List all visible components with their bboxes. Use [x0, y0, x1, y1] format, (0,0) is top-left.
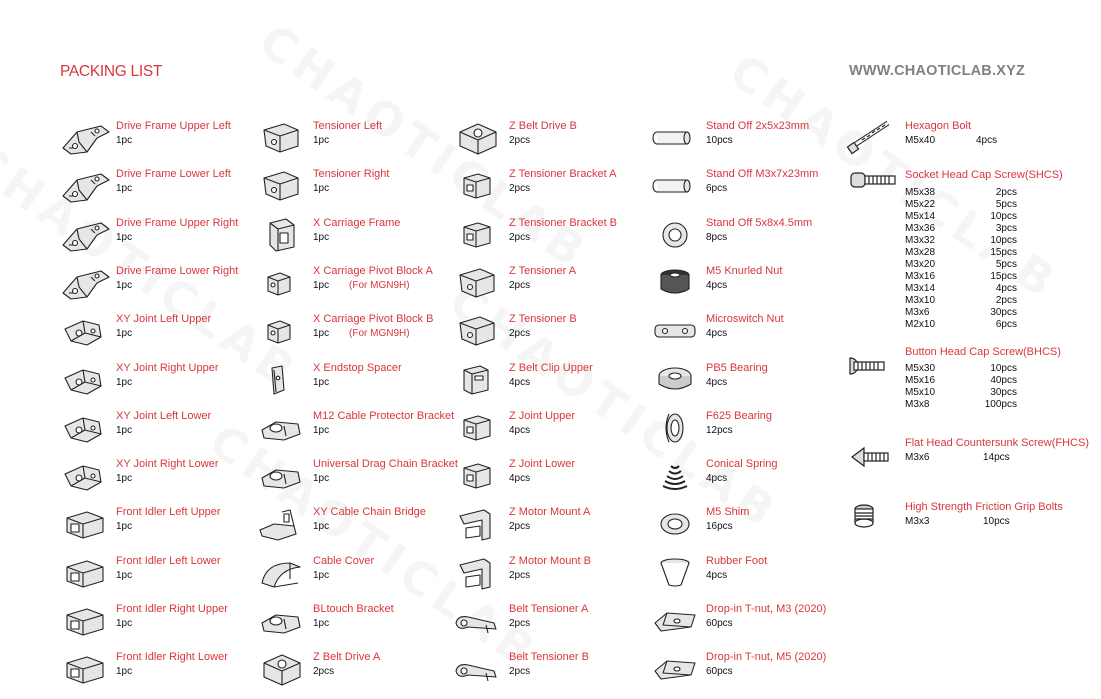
part-name: Z Tensioner Bracket B — [509, 217, 618, 229]
quantity-label: 1pc — [313, 135, 330, 146]
screw-quantity: 10pcs — [990, 211, 1017, 222]
nut-plate-icon — [647, 311, 703, 351]
part-name: PB5 Bearing — [706, 362, 768, 374]
quantity-label: 1pc — [313, 425, 330, 436]
part-entry — [254, 506, 454, 550]
size-label: M3x3 — [905, 516, 930, 527]
clip-icon — [450, 360, 506, 400]
screw-quantity: 5pcs — [995, 259, 1017, 270]
quantity-label: 6pcs — [706, 183, 728, 194]
block-icon — [450, 456, 506, 496]
size-row — [905, 307, 1017, 319]
part-name: M12 Cable Protector Bracket — [313, 410, 455, 422]
part-entry — [57, 410, 257, 454]
part-entry — [254, 651, 454, 695]
part-entry — [57, 555, 257, 599]
part-entry — [57, 362, 257, 406]
motor-mount-icon — [450, 504, 506, 544]
quantity-label: 1pc — [116, 425, 133, 436]
screw-quantity: 3pcs — [995, 223, 1017, 234]
size-row — [905, 295, 1017, 307]
part-entry — [254, 555, 454, 599]
part-name: Z Belt Drive A — [313, 651, 381, 663]
part-entry — [450, 217, 650, 261]
part-name: Drop-in T-nut, M3 (2020) — [706, 603, 827, 615]
screw-size: M3x32 — [905, 235, 936, 246]
pivot-block-icon — [254, 263, 310, 303]
belt-drive-icon — [254, 649, 310, 689]
screw-quantity: 4pcs — [995, 283, 1017, 294]
screw-size: M3x8 — [905, 399, 930, 410]
part-name: Socket Head Cap Screw(SHCS) — [905, 169, 1063, 181]
part-entry — [254, 217, 454, 261]
quantity-label: 1pc — [116, 570, 133, 581]
size-row — [905, 319, 1017, 331]
carriage-icon — [254, 215, 310, 255]
socket-head-screw-icon — [846, 165, 902, 205]
part-entry — [57, 120, 257, 164]
idler-icon — [57, 504, 113, 544]
part-name: Stand Off 5x8x4.5mm — [706, 217, 813, 229]
bridge-icon — [254, 504, 310, 544]
quantity-label: 1pc — [116, 521, 133, 532]
belt-drive-icon — [450, 118, 506, 158]
shim-icon — [647, 504, 703, 544]
part-entry — [254, 458, 458, 502]
screw-size: M3x6 — [905, 307, 930, 318]
size-row — [905, 223, 1017, 235]
size-row — [905, 375, 1017, 387]
part-name: Drop-in T-nut, M5 (2020) — [706, 651, 827, 663]
quantity-label: 10pcs — [983, 516, 1010, 527]
shcs-size-table — [905, 187, 1017, 331]
pivot-block-icon — [254, 311, 310, 351]
screw-size: M5x16 — [905, 375, 936, 386]
idler-icon — [57, 649, 113, 689]
part-entry — [647, 362, 847, 406]
screw-quantity: 30pcs — [990, 387, 1017, 398]
part-name: Tensioner Left — [313, 120, 383, 132]
part-entry — [57, 506, 257, 550]
part-entry — [450, 555, 650, 599]
part-name: Conical Spring — [706, 458, 778, 470]
screw-size: M3x36 — [905, 223, 936, 234]
drive-frame-icon — [57, 166, 113, 206]
quantity-label: 2pcs — [509, 666, 531, 677]
part-entry — [647, 458, 847, 502]
quantity-label: 14pcs — [983, 452, 1010, 463]
quantity-label: 1pc — [116, 280, 133, 291]
part-name: Drive Frame Upper Right — [116, 217, 239, 229]
motor-mount-icon — [450, 553, 506, 593]
tensioner-icon — [254, 166, 310, 206]
part-name: BLtouch Bracket — [313, 603, 394, 615]
belt-tensioner-icon — [450, 601, 506, 641]
website-url: WWW.CHAOTICLAB.XYZ — [849, 63, 1025, 79]
quantity-label: 4pcs — [706, 328, 728, 339]
quantity-label: 4pcs — [509, 377, 531, 388]
part-entry — [647, 120, 847, 164]
screw-quantity: 15pcs — [990, 271, 1017, 282]
part-name: X Carriage Pivot Block A — [313, 265, 433, 277]
screw-size: M2x10 — [905, 319, 936, 330]
part-name: Z Tensioner B — [509, 313, 577, 325]
xy-joint-icon — [57, 311, 113, 351]
quantity-label: 1pc — [116, 328, 133, 339]
part-name: XY Joint Left Upper — [116, 313, 212, 325]
quantity-label: 4pcs — [509, 425, 531, 436]
part-name: Front Idler Left Lower — [116, 555, 221, 567]
part-name: Cable Cover — [313, 555, 375, 567]
part-name: Microswitch Nut — [706, 313, 784, 325]
part-name: Z Joint Upper — [509, 410, 576, 422]
quantity-label: 1pc — [116, 377, 133, 388]
quantity-label: 4pcs — [706, 570, 728, 581]
part-name: Front Idler Right Lower — [116, 651, 228, 663]
quantity-label: 1pc — [313, 377, 330, 388]
size-label: M3x6 — [905, 452, 930, 463]
quantity-label: 1pc — [116, 473, 133, 484]
idler-icon — [57, 601, 113, 641]
part-name: Z Joint Lower — [509, 458, 576, 470]
screw-size: M5x10 — [905, 387, 936, 398]
quantity-label: 1pc — [313, 473, 330, 484]
part-entry — [647, 313, 847, 357]
quantity-label: 1pc — [313, 328, 330, 339]
size-row — [905, 283, 1017, 295]
part-entry — [254, 603, 454, 647]
tensioner-icon — [450, 311, 506, 351]
part-name: Z Belt Clip Upper — [509, 362, 593, 374]
part-entry — [57, 313, 257, 357]
part-name: XY Cable Chain Bridge — [313, 506, 426, 518]
size-row — [905, 259, 1017, 271]
xy-joint-icon — [57, 456, 113, 496]
screw-quantity: 2pcs — [995, 295, 1017, 306]
drive-frame-icon — [57, 215, 113, 255]
quantity-label: 2pcs — [509, 328, 531, 339]
part-entry — [647, 410, 847, 454]
part-entry — [450, 265, 650, 309]
drive-frame-icon — [57, 118, 113, 158]
quantity-label: 10pcs — [706, 135, 733, 146]
part-entry — [450, 410, 650, 454]
size-row — [905, 187, 1017, 199]
part-name: X Carriage Frame — [313, 217, 401, 229]
t-nut-icon — [647, 649, 703, 689]
part-entry — [450, 651, 650, 695]
bracket-icon — [254, 601, 310, 641]
standoff-icon — [647, 166, 703, 206]
quantity-label: 2pcs — [509, 135, 531, 146]
part-name: Z Motor Mount A — [509, 506, 591, 518]
quantity-label: 60pcs — [706, 618, 733, 629]
size-row — [905, 235, 1017, 247]
part-entry — [450, 362, 650, 406]
part-entry — [254, 362, 454, 406]
ring-icon — [647, 215, 703, 255]
screw-size: M3x14 — [905, 283, 936, 294]
screw-quantity: 15pcs — [990, 247, 1017, 258]
part-entry — [647, 506, 847, 550]
quantity-label: 1pc — [313, 521, 330, 532]
screw-size: M3x20 — [905, 259, 936, 270]
part-entry — [647, 265, 847, 309]
quantity-label: 4pcs — [706, 280, 728, 291]
part-entry — [647, 217, 847, 261]
spring-icon — [647, 456, 703, 496]
part-entry — [254, 168, 454, 212]
quantity-label: 4pcs — [509, 473, 531, 484]
screw-size: M5x38 — [905, 187, 936, 198]
part-name: Button Head Cap Screw(BHCS) — [905, 346, 1061, 358]
part-name: Front Idler Right Upper — [116, 603, 228, 615]
quantity-label: 1pc — [116, 135, 133, 146]
part-entry — [57, 651, 257, 695]
part-entry — [254, 410, 454, 454]
countersunk-screw-icon — [846, 437, 902, 477]
part-entry — [57, 265, 257, 309]
quantity-label: 1pc — [313, 618, 330, 629]
size-row — [905, 387, 1017, 399]
part-name: Universal Drag Chain Bracket — [313, 458, 458, 470]
quantity-label: 2pcs — [509, 570, 531, 581]
part-name: Hexagon Bolt — [905, 120, 972, 132]
size-row — [905, 271, 1017, 283]
screw-size: M3x16 — [905, 271, 936, 282]
part-entry — [450, 168, 650, 212]
spacer-icon — [254, 360, 310, 400]
part-name: Drive Frame Upper Left — [116, 120, 231, 132]
screw-size: M3x28 — [905, 247, 936, 258]
part-name: M5 Knurled Nut — [706, 265, 783, 277]
screw-quantity: 2pcs — [995, 187, 1017, 198]
part-name: Stand Off M3x7x23mm — [706, 168, 819, 180]
rubber-foot-icon — [647, 553, 703, 593]
part-name: High Strength Friction Grip Bolts — [905, 501, 1063, 513]
quantity-label: 4pcs — [706, 377, 728, 388]
block-icon — [450, 166, 506, 206]
xy-joint-icon — [57, 408, 113, 448]
quantity-label: 1pc — [116, 618, 133, 629]
size-row — [905, 211, 1017, 223]
part-name: XY Joint Left Lower — [116, 410, 212, 422]
part-entry — [57, 458, 257, 502]
cover-icon — [254, 553, 310, 593]
part-name: Belt Tensioner B — [509, 651, 589, 663]
part-name: Z Motor Mount B — [509, 555, 591, 567]
standoff-icon — [647, 118, 703, 158]
idler-icon — [57, 553, 113, 593]
quantity-label: 1pc — [313, 280, 330, 291]
screw-quantity: 100pcs — [984, 399, 1017, 410]
size-row — [905, 399, 1017, 411]
part-name: Z Tensioner A — [509, 265, 577, 277]
part-note: (For MGN9H) — [349, 280, 410, 291]
screw-size: M5x30 — [905, 363, 936, 374]
page-title: PACKING LIST — [60, 63, 163, 80]
quantity-label: 8pcs — [706, 232, 728, 243]
part-name: F625 Bearing — [706, 410, 773, 422]
t-nut-icon — [647, 601, 703, 641]
size-label: M5x40 — [905, 135, 936, 146]
quantity-label: 2pcs — [313, 666, 335, 677]
quantity-label: 2pcs — [509, 232, 531, 243]
part-entry — [647, 555, 847, 599]
part-name: X Carriage Pivot Block B — [313, 313, 434, 325]
block-icon — [450, 408, 506, 448]
part-name: Flat Head Countersunk Screw(FHCS) — [905, 437, 1090, 449]
part-entry — [450, 506, 650, 550]
part-entry — [450, 120, 650, 164]
part-name: Drive Frame Lower Right — [116, 265, 239, 277]
screw-quantity: 10pcs — [990, 363, 1017, 374]
screw-quantity: 40pcs — [990, 375, 1017, 386]
part-name: Stand Off 2x5x23mm — [706, 120, 810, 132]
part-entry — [450, 458, 650, 502]
part-name: Rubber Foot — [706, 555, 768, 567]
part-entry — [647, 603, 847, 647]
quantity-label: 2pcs — [509, 521, 531, 532]
part-name: Z Tensioner Bracket A — [509, 168, 617, 180]
screw-size: M3x10 — [905, 295, 936, 306]
part-entry — [450, 603, 650, 647]
screw-quantity: 6pcs — [995, 319, 1017, 330]
knurled-nut-icon — [647, 263, 703, 303]
quantity-label: 4pcs — [706, 473, 728, 484]
screw-size: M5x22 — [905, 199, 936, 210]
part-entry — [647, 168, 847, 212]
part-entry — [254, 313, 454, 357]
part-name: Front Idler Left Upper — [116, 506, 221, 518]
screw-quantity: 5pcs — [995, 199, 1017, 210]
part-name: M5 Shim — [706, 506, 750, 518]
tensioner-icon — [450, 263, 506, 303]
screw-quantity: 30pcs — [990, 307, 1017, 318]
button-head-screw-icon — [846, 346, 902, 386]
bhcs-size-table — [905, 363, 1017, 411]
flange-bearing-icon — [647, 408, 703, 448]
drive-frame-icon — [57, 263, 113, 303]
size-row — [905, 199, 1017, 211]
quantity-label: 2pcs — [509, 280, 531, 291]
quantity-label: 1pc — [313, 232, 330, 243]
part-entry — [57, 168, 257, 212]
screw-size: M5x14 — [905, 211, 936, 222]
quantity-label: 1pc — [313, 183, 330, 194]
quantity-label: 4pcs — [976, 135, 998, 146]
quantity-label: 1pc — [116, 232, 133, 243]
screw-quantity: 10pcs — [990, 235, 1017, 246]
part-entry — [254, 120, 454, 164]
part-entry — [254, 265, 454, 309]
quantity-label: 12pcs — [706, 425, 733, 436]
hexagon-bolt-icon — [846, 118, 902, 158]
size-row — [905, 247, 1017, 259]
quantity-label: 60pcs — [706, 666, 733, 677]
part-name: Tensioner Right — [313, 168, 390, 180]
part-entry — [647, 651, 847, 695]
quantity-label: 2pcs — [509, 618, 531, 629]
xy-joint-icon — [57, 360, 113, 400]
quantity-label: 16pcs — [706, 521, 733, 532]
part-name: X Endstop Spacer — [313, 362, 402, 374]
part-name: XY Joint Right Upper — [116, 362, 219, 374]
part-name: Z Belt Drive B — [509, 120, 577, 132]
block-icon — [450, 215, 506, 255]
part-note: (For MGN9H) — [349, 328, 410, 339]
belt-tensioner-icon — [450, 649, 506, 689]
part-entry — [57, 603, 257, 647]
part-name: Drive Frame Lower Left — [116, 168, 231, 180]
part-name: Belt Tensioner A — [509, 603, 589, 615]
tensioner-icon — [254, 118, 310, 158]
quantity-label: 1pc — [116, 666, 133, 677]
quantity-label: 2pcs — [509, 183, 531, 194]
part-name: XY Joint Right Lower — [116, 458, 219, 470]
quantity-label: 1pc — [116, 183, 133, 194]
part-entry — [57, 217, 257, 261]
size-row — [905, 363, 1017, 375]
bearing-icon — [647, 360, 703, 400]
part-entry — [450, 313, 650, 357]
bracket-icon — [254, 456, 310, 496]
bracket-icon — [254, 408, 310, 448]
quantity-label: 1pc — [313, 570, 330, 581]
set-screw-icon — [846, 497, 902, 537]
